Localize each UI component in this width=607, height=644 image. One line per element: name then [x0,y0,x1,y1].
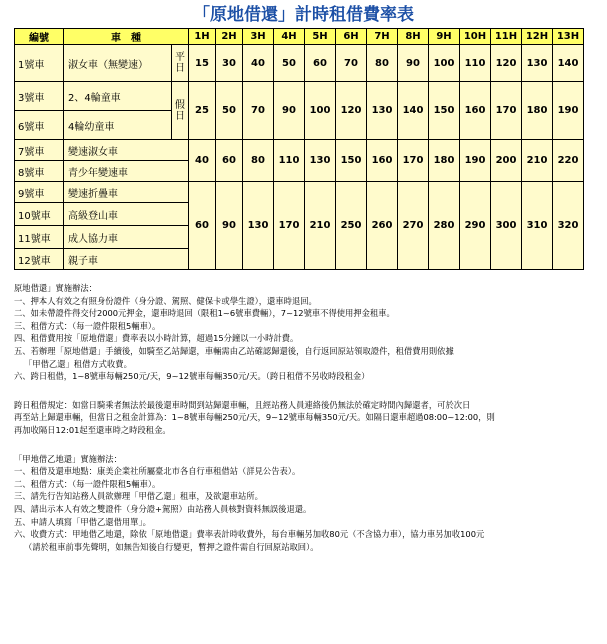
rate-cell: 90 [274,82,305,140]
rate-cell: 60 [305,45,336,82]
rate-cell: 60 [189,182,216,270]
rate-cell: 40 [243,45,274,82]
local-rule-item: 二、如未帶證件得交付2000元押金，還車時退回（限租1~6號車費輛），7~12號車不得使用押金租車。 [14,308,395,319]
table-row [15,82,584,111]
rate-cell: 80 [367,45,398,82]
bike-type: 4輪幼童車 [64,111,172,140]
rate-table [14,28,584,270]
header-cell: 7H [367,29,398,45]
ab-rule-item: 五、申請人填寫「甲借乙還借用單」。 [14,516,151,527]
rate-cell: 130 [305,140,336,182]
bike-id: 9號車 [15,182,64,203]
bike-type: 高級登山車 [64,203,189,226]
rate-cell: 200 [491,140,522,182]
table-row [15,182,584,203]
local-rules-heading: 原地借還」實施辦法： [14,283,97,293]
rate-cell: 210 [522,140,553,182]
rate-cell: 290 [460,182,491,270]
rate-cell: 180 [429,140,460,182]
rate-cell: 130 [243,182,274,270]
bike-type: 變速折疊車 [64,182,189,203]
rate-cell: 120 [491,45,522,82]
rate-cell: 130 [522,45,553,82]
rate-cell: 260 [367,182,398,270]
rate-cell: 210 [305,182,336,270]
bike-type: 變速淑女車 [64,140,189,161]
rate-cell: 300 [491,182,522,270]
bike-id: 10號車 [15,203,64,226]
rate-cell: 50 [274,45,305,82]
rate-cell: 320 [553,182,584,270]
bike-type: 青少年變速車 [64,161,189,182]
bike-id: 6號車 [15,111,64,140]
rate-cell: 170 [398,140,429,182]
local-rule-item: 四、租借費用按「原地借還」費率表以小時計算，超過15分鐘以一小時計費。 [14,333,299,344]
rate-cell: 70 [243,82,274,140]
header-cell: 5H [305,29,336,45]
ab-rule-item: 六、收費方式：甲地借乙地還，除依「原地借還」費率表計時收費外，每台車輛另加收80元（不含協力車），協力車另加收100元 [14,529,485,540]
header-cell: 11H [491,29,522,45]
local-rule-item: 六、跨日租借，1~8號車每輛250元/天，9~12號車每輛350元/天。（跨日租借不另收時段租金） [14,371,370,382]
rate-cell: 310 [522,182,553,270]
header-cell: 3H [243,29,274,45]
rate-cell: 160 [367,140,398,182]
header-cell: 2H [216,29,243,45]
rate-cell: 100 [305,82,336,140]
header-cell: 6H [336,29,367,45]
bike-type: 親子車 [64,249,189,270]
local-rule-item: 一、押本人有效之有照身份證件（身分證、駕照、健保卡或學生證），還車時退回。 [14,295,317,306]
local-rule-item: 三、租借方式：（每一證件限租5輛車）。 [14,320,161,331]
rate-cell: 30 [216,45,243,82]
rate-cell: 160 [460,82,491,140]
holiday-label: 假日 [172,82,189,140]
rate-cell: 40 [189,140,216,182]
weekday-label: 平日 [172,45,189,82]
rate-cell: 110 [460,45,491,82]
rate-cell: 250 [336,182,367,270]
local-rule-item: 五、若辦理「原地借還」手續後，如騎至乙站歸還，車輛需由乙站確認歸還後，自行返回原站領取證件，租借費用則依據 [14,345,454,356]
bike-type: 成人協力車 [64,226,189,249]
rate-cell: 90 [398,45,429,82]
rate-cell: 110 [274,140,305,182]
header-cell: 10H [460,29,491,45]
header-cell: 8H [398,29,429,45]
rate-cell: 180 [522,82,553,140]
bike-id: 8號車 [15,161,64,182]
header-cell: 9H [429,29,460,45]
rate-cell: 140 [398,82,429,140]
ab-rule-item: 二、租借方式：（每一證件限租5輛車）。 [14,478,161,489]
bike-type: 淑女車（無變速） [64,45,172,82]
bike-id: 3號車 [15,82,64,111]
rate-cell: 150 [429,82,460,140]
ab-rule-item: 三、請先行告知站務人員欲辦理「甲借乙還」租車，及欲還車站所。 [14,491,263,502]
rate-cell: 15 [189,45,216,82]
rate-cell: 190 [553,82,584,140]
rate-cell: 270 [398,182,429,270]
page-title: 「原地借還」計時租借費率表 [193,5,414,25]
table-row [15,45,584,82]
rate-cell: 140 [553,45,584,82]
rate-cell: 170 [274,182,305,270]
ab-rule-item: 四、請出示本人有效之雙證件（身分證+駕照）由站務人員核對資料無誤後退還。 [14,503,312,514]
table-row [15,140,584,161]
rate-cell: 120 [336,82,367,140]
rate-cell: 170 [491,82,522,140]
rate-cell: 190 [460,140,491,182]
crossday-rule-line: 再至站上歸還車輛，但當日之租金計算為：1~8號車每輛250元/天，9~12號車每輛350元/天。如隔日還車超過08:00~12:00，則 [14,412,495,423]
ab-rule-item: （請於租車前事先聲明，如無告知後自行變更，暫押之證件需自行回原站取回）。 [24,541,319,552]
bike-id: 1號車 [15,45,64,82]
rate-cell: 220 [553,140,584,182]
rate-cell: 60 [216,140,243,182]
header-cell: 12H [522,29,553,45]
bike-id: 12號車 [15,249,64,270]
header-cell: 4H [274,29,305,45]
bike-type: 2、4輪童車 [64,82,172,111]
table-header-row [15,29,584,45]
bike-id: 11號車 [15,226,64,249]
rate-cell: 80 [243,140,274,182]
rate-cell: 280 [429,182,460,270]
crossday-rule-line: 跨日租借規定：如當日騎乘者無法於最後還車時間到站歸還車輛，且經站務人員連絡後仍無法於確定時間內歸還者，可於次日 [14,399,471,410]
rules-section [14,282,601,553]
ab-rules-heading: 「甲地借乙地還」實施辦法： [14,453,122,464]
rate-cell: 50 [216,82,243,140]
header-cell: 13H [553,29,584,45]
rate-cell: 70 [336,45,367,82]
header-cell: 1H [189,29,216,45]
rate-cell: 130 [367,82,398,140]
header-cell: 編號 [15,29,64,45]
header-cell: 車 種 [64,29,189,45]
crossday-rule-line: 再加收隔日12:01起至還車時之時段租金。 [14,424,171,435]
local-rule-item: 「甲借乙還」租借方式收費。 [24,358,132,369]
ab-rule-item: 一、租借及還車地點：康美企業社所屬臺北市各自行車租借站（詳見公告表）。 [14,466,301,477]
rate-cell: 100 [429,45,460,82]
bike-id: 7號車 [15,140,64,161]
rate-cell: 90 [216,182,243,270]
rate-cell: 150 [336,140,367,182]
rate-cell: 25 [189,82,216,140]
